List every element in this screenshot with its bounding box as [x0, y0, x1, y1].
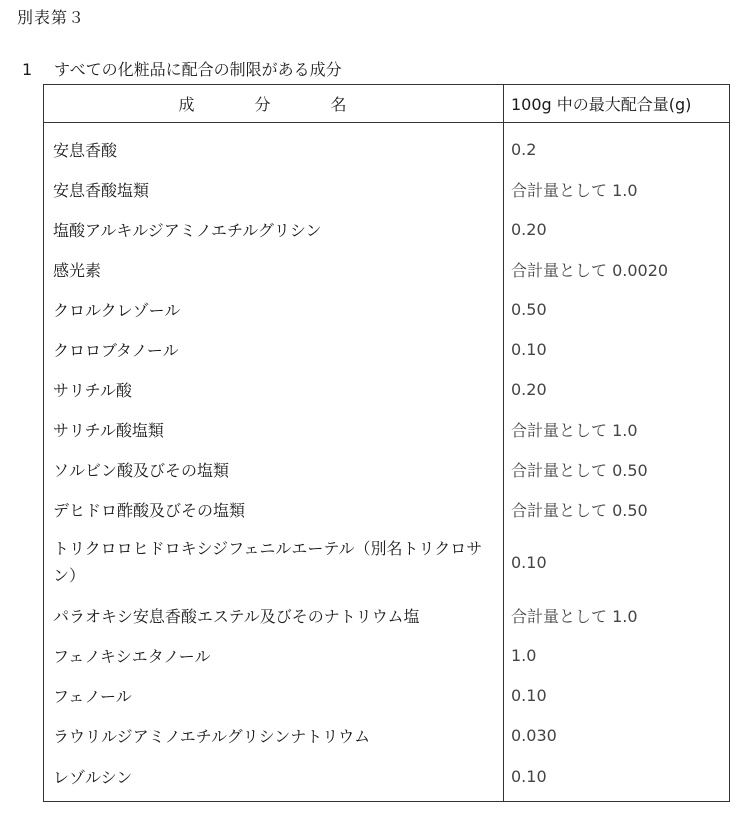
- amount-cell: 合計量として 1.0: [504, 169, 730, 209]
- table-row: [44, 169, 730, 209]
- amount-cell: 0.20: [504, 209, 730, 249]
- amount-cell: 合計量として 1.0: [504, 409, 730, 449]
- amount-cell: 0.10: [504, 329, 730, 369]
- ingredient-cell: トリクロロヒドロキシジフェニルエーテル（別名トリクロサン）: [44, 529, 504, 595]
- header-amount: 100g 中の最大配合量(g): [504, 85, 730, 123]
- table-row: [44, 489, 730, 529]
- header-ingredient: 成 分 名: [44, 85, 504, 123]
- ingredient-cell: ソルビン酸及びその塩類: [44, 449, 504, 489]
- amount-cell: 0.030: [504, 715, 730, 755]
- table-row: [44, 595, 730, 635]
- amount-cell: 1.0: [504, 635, 730, 675]
- table-row: [44, 123, 730, 170]
- table-header-row: [44, 85, 730, 123]
- ingredient-cell: クロロブタノール: [44, 329, 504, 369]
- amount-cell: 合計量として 0.50: [504, 489, 730, 529]
- ingredient-cell: フェノキシエタノール: [44, 635, 504, 675]
- ingredient-cell: サリチル酸塩類: [44, 409, 504, 449]
- amount-cell: 0.50: [504, 289, 730, 329]
- table-row: [44, 329, 730, 369]
- table-row: [44, 369, 730, 409]
- table-row: [44, 409, 730, 449]
- table-row: [44, 249, 730, 289]
- section-title: すべての化粧品に配合の制限がある成分: [54, 60, 342, 79]
- amount-cell: 合計量として 0.50: [504, 449, 730, 489]
- table-row: [44, 675, 730, 715]
- ingredient-cell: 感光素: [44, 249, 504, 289]
- amount-cell: 0.2: [504, 123, 730, 170]
- table-row: [44, 209, 730, 249]
- table-row: [44, 635, 730, 675]
- amount-cell: 0.10: [504, 755, 730, 802]
- ingredient-cell: サリチル酸: [44, 369, 504, 409]
- ingredient-cell: クロルクレゾール: [44, 289, 504, 329]
- ingredient-cell: パラオキシ安息香酸エステル及びそのナトリウム塩: [44, 595, 504, 635]
- document-label: 別表第３: [17, 8, 86, 27]
- amount-cell: 合計量として 1.0: [504, 595, 730, 635]
- table-row: [44, 289, 730, 329]
- table-row: [44, 529, 730, 595]
- ingredient-cell: デヒドロ酢酸及びその塩類: [44, 489, 504, 529]
- amount-cell: 0.10: [504, 529, 730, 595]
- ingredient-cell: 安息香酸: [44, 123, 504, 170]
- amount-cell: 0.20: [504, 369, 730, 409]
- section-heading: [22, 57, 342, 80]
- amount-cell: 0.10: [504, 675, 730, 715]
- ingredient-limits-table: [43, 84, 730, 802]
- ingredient-cell: フェノール: [44, 675, 504, 715]
- ingredient-cell: ラウリルジアミノエチルグリシンナトリウム: [44, 715, 504, 755]
- ingredient-cell: 塩酸アルキルジアミノエチルグリシン: [44, 209, 504, 249]
- table-row: [44, 449, 730, 489]
- ingredient-cell: 安息香酸塩類: [44, 169, 504, 209]
- table-row: [44, 755, 730, 802]
- table-row: [44, 715, 730, 755]
- ingredient-cell: レゾルシン: [44, 755, 504, 802]
- section-number: 1: [22, 60, 33, 79]
- amount-cell: 合計量として 0.0020: [504, 249, 730, 289]
